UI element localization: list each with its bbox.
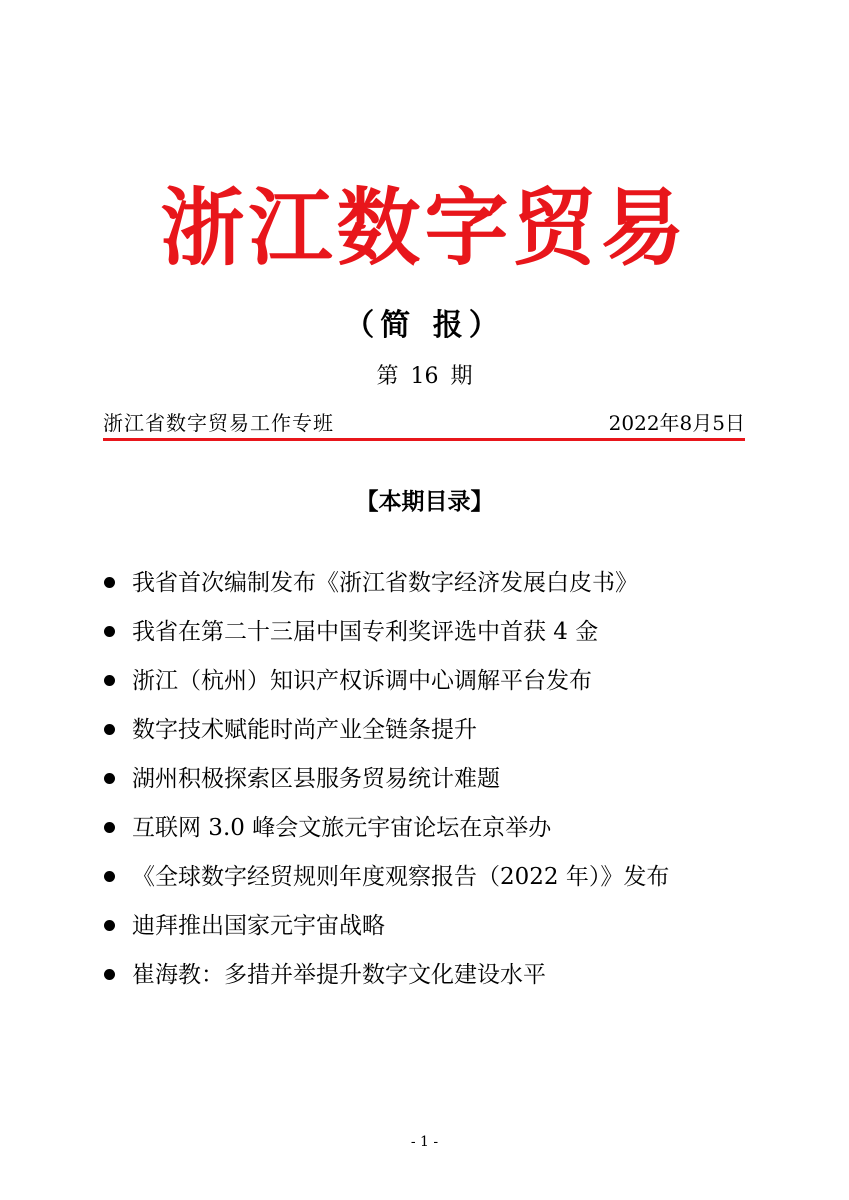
bullet-icon xyxy=(104,724,115,735)
toc-item xyxy=(104,803,764,852)
toc-item xyxy=(104,558,764,607)
toc-item-text: 湖州积极探索区县服务贸易统计难题 xyxy=(132,765,500,792)
red-divider-rule xyxy=(103,438,745,441)
toc-item xyxy=(104,607,764,656)
toc-item-text: 崔海教：多措并举提升数字文化建设水平 xyxy=(132,961,546,988)
issue-prefix: 第 xyxy=(376,364,399,389)
toc-item xyxy=(104,852,764,901)
page-number: - 1 - xyxy=(410,1134,439,1150)
toc-item-text: 我省首次编制发布《浙江省数字经济发展白皮书》 xyxy=(132,569,638,596)
issue-suffix: 期 xyxy=(450,364,473,389)
toc-heading: 【本期目录】 xyxy=(355,489,494,515)
masthead-subtitle: （简 报） xyxy=(344,308,505,343)
bullet-icon xyxy=(104,626,115,637)
bullet-icon xyxy=(104,969,115,980)
issue-label xyxy=(0,362,849,392)
bullet-icon xyxy=(104,675,115,686)
bullet-icon xyxy=(104,577,115,588)
bullet-icon xyxy=(104,773,115,784)
publisher-name: 浙江省数字贸易工作专班 xyxy=(103,411,334,435)
bullet-icon xyxy=(104,871,115,882)
toc-item-text: 互联网 3.0 峰会文旅元宇宙论坛在京举办 xyxy=(132,814,552,841)
toc-item xyxy=(104,705,764,754)
bullet-icon xyxy=(104,822,115,833)
toc-item-text: 浙江（杭州）知识产权诉调中心调解平台发布 xyxy=(132,667,592,694)
masthead-title: 浙江数字贸易 xyxy=(160,178,689,277)
publisher-date-row xyxy=(103,408,745,438)
toc-list xyxy=(104,558,764,999)
toc-item-text: 数字技术赋能时尚产业全链条提升 xyxy=(132,716,477,743)
bullet-icon xyxy=(104,920,115,931)
toc-item xyxy=(104,656,764,705)
toc-item-text: 迪拜推出国家元宇宙战略 xyxy=(132,912,385,939)
toc-item-text: 《全球数字经贸规则年度观察报告（2022 年）》发布 xyxy=(132,863,670,890)
toc-item xyxy=(104,950,764,999)
publication-date: 2022年8月5日 xyxy=(608,411,745,435)
issue-number: 16 xyxy=(410,364,439,389)
toc-item xyxy=(104,901,764,950)
toc-item xyxy=(104,754,764,803)
toc-item-text: 我省在第二十三届中国专利奖评选中首获 4 金 xyxy=(132,618,599,645)
